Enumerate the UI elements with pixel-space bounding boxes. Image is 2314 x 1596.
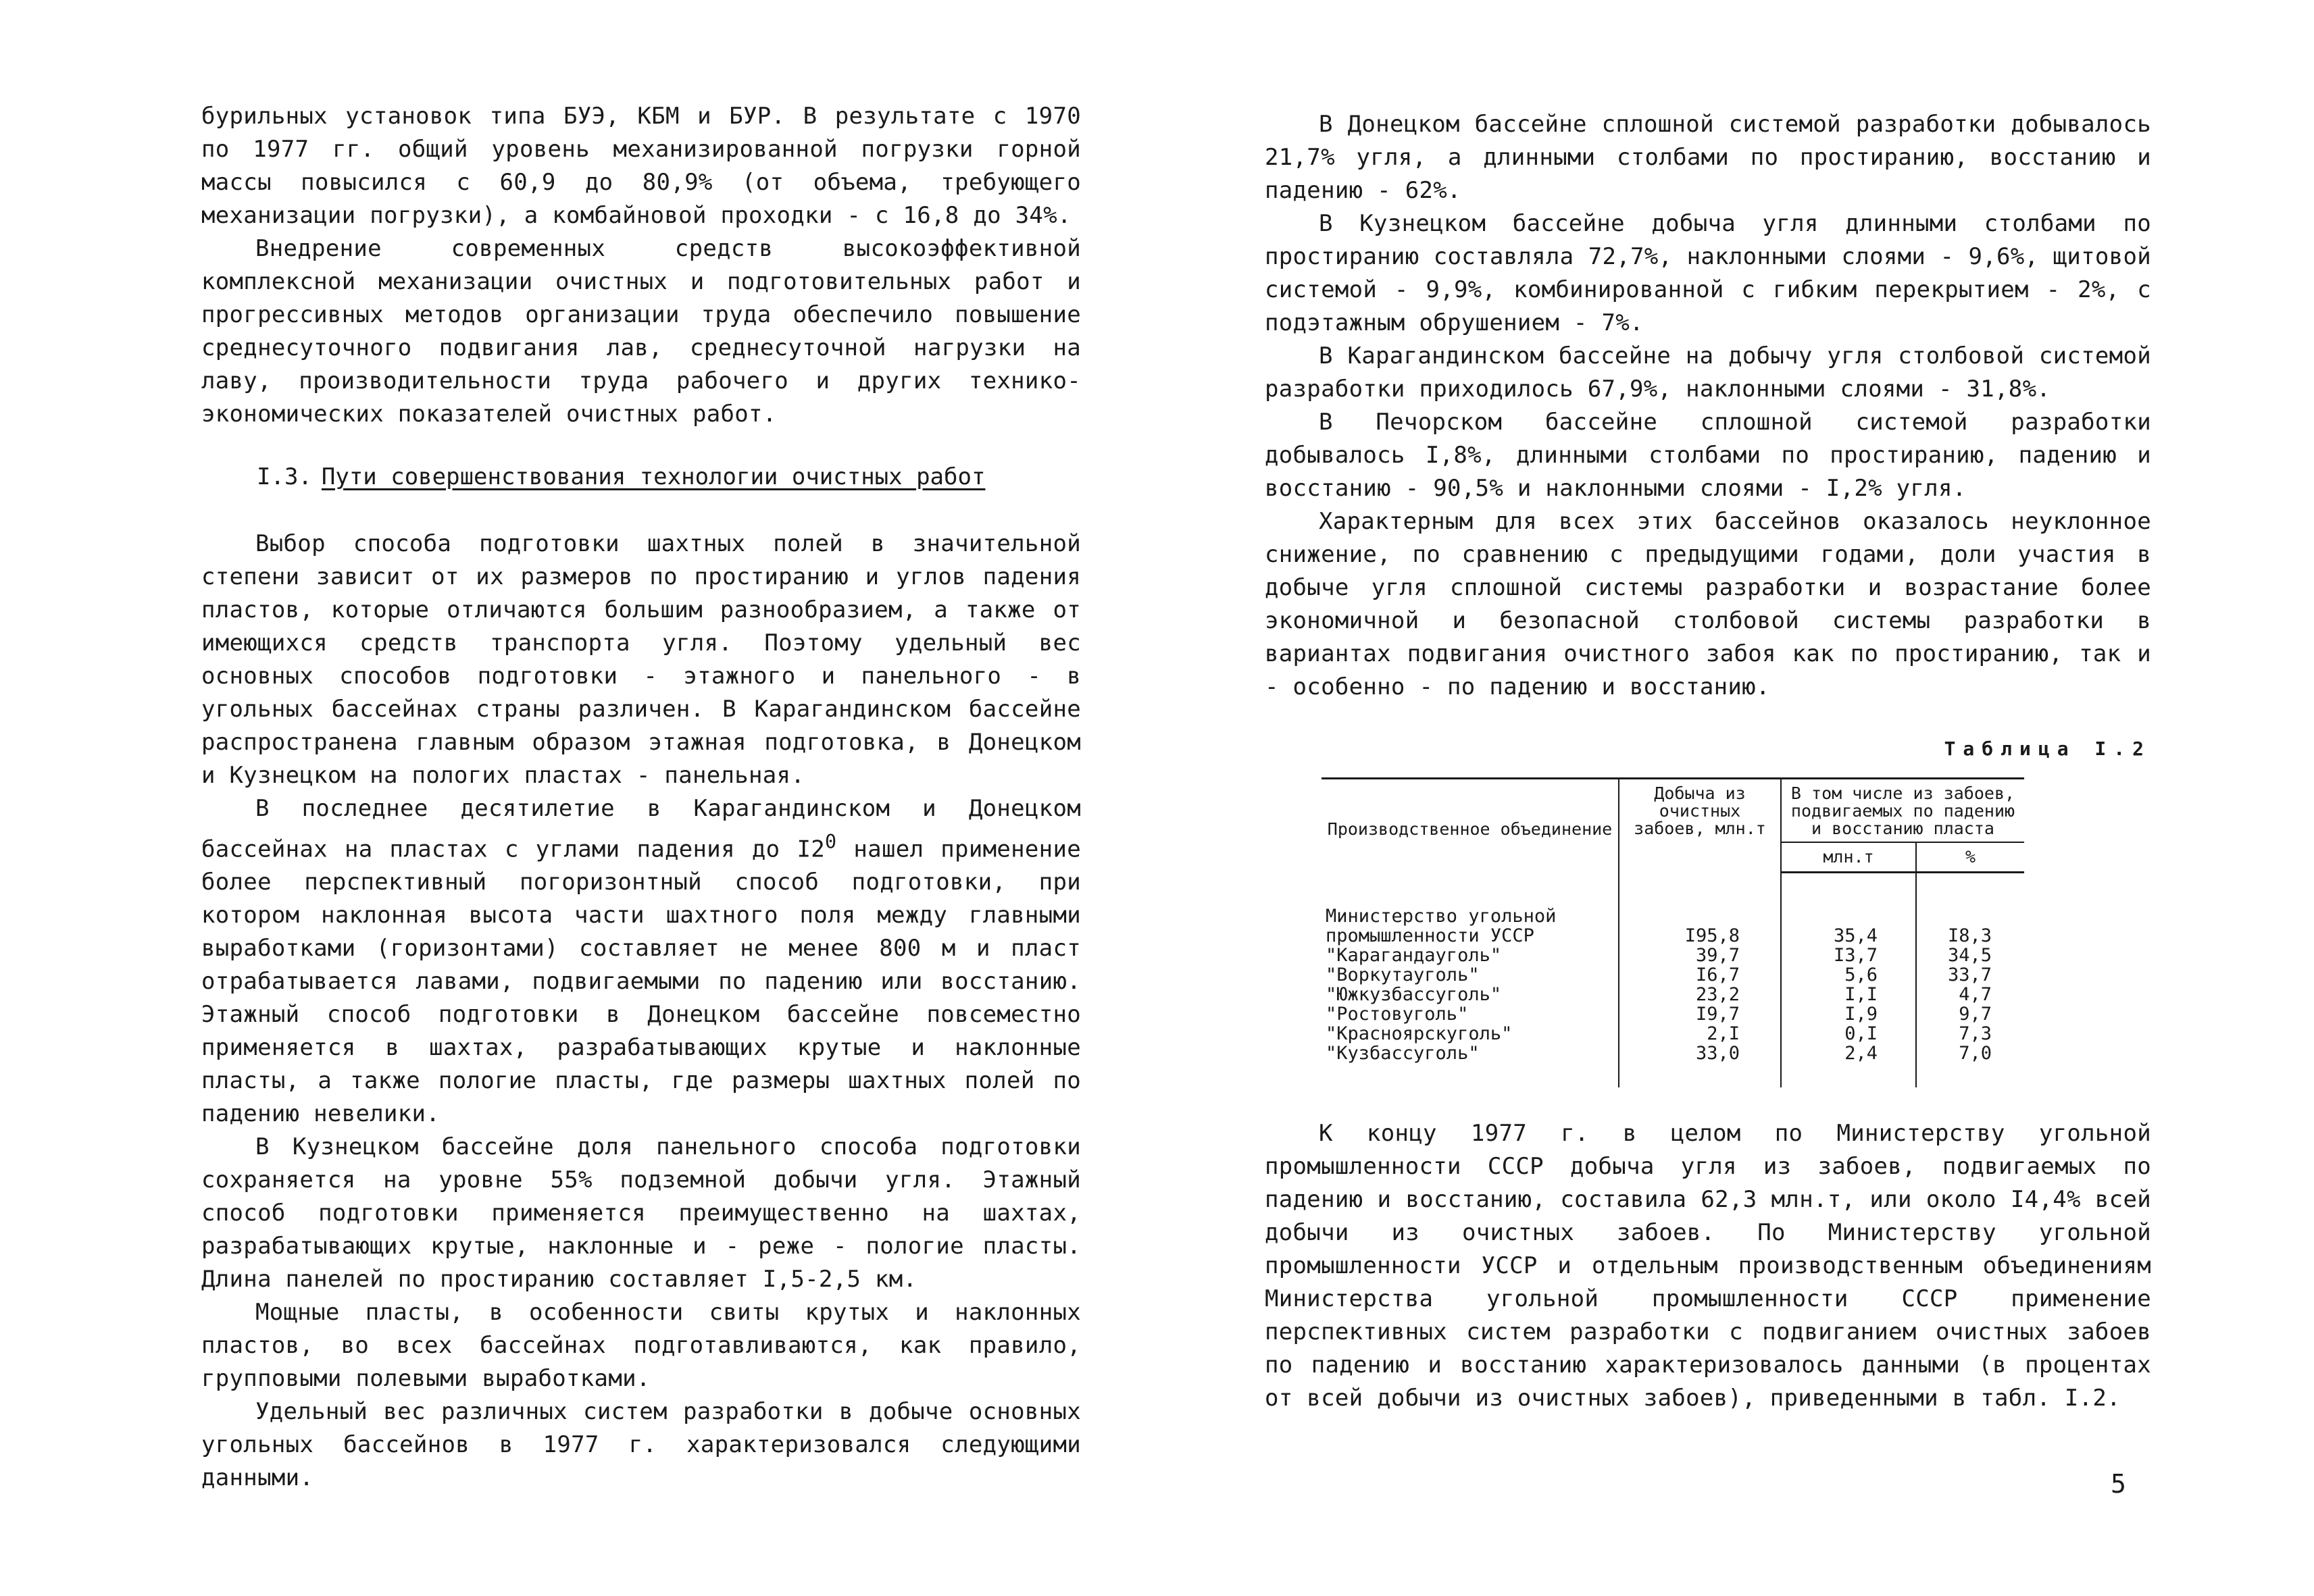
cell-total: 23,2 <box>1619 985 1781 1004</box>
cell-org: "Красноярскуголь" <box>1326 1023 1513 1044</box>
degree-superscript: 0 <box>825 831 837 853</box>
cell-total: I95,8 <box>1619 873 1781 946</box>
page-number: 5 <box>2111 1469 2126 1499</box>
paragraph: Мощные пласты, в особенности свиты крутых и наклонных пластов, во всех бассейнах подготавливаются, как правило, групповыми полевыми выработками. <box>201 1299 1081 1393</box>
paragraph: Удельный вес различных систем разработки в добыче основных угольных бассейнов в 1977 г. характеризовался следующими данными. <box>201 1398 1081 1492</box>
spacer-cell <box>1916 1063 2024 1087</box>
paragraph-text: В последнее десятилетие в Карагандинском и Донецком бассейнах на пластах с углами падения до I2 <box>201 795 1081 863</box>
col-header-pct: % <box>1916 842 2024 873</box>
paragraph: Выбор способа подготовки шахтных полей в значительной степени зависит от их размеров по простиранию и углов падения пластов, которые отличаются большим разнообразием, а также от имеющихся средств транспорта угля. Поэтому удельный вес основных способов подготовки - этажного и панельного - в угольных бассейнах страны различен. В Карагандинском бассейне распространена главным образом этажная подготовка, в Донецком и Кузнецком на пологих пластах - панельная. <box>201 530 1081 789</box>
table-caption: Таблица I.2 <box>1944 738 2151 760</box>
cell-pct: 4,7 <box>1916 985 2024 1004</box>
col-header-included: В том числе из забоев, подвигаемых по падению и восстанию пласта <box>1781 779 2024 843</box>
cell-org: Министерство угольной промышленности УССР <box>1326 905 1557 946</box>
col-header-total: Добыча из очистных забоев, млн.т <box>1619 779 1781 873</box>
paragraph: К концу 1977 г. в целом по Министерству угольной промышленности СССР добыча угля из забоев, подвигаемых по падению и восстанию, составила 62,3 млн.т, или около I4,4% всей добычи из очистных забоев. По Министерству угольной промышленности УССР и отдельным производственным объединениям Министерства угольной промышленности СССР применение перспективных систем разработки с подвиганием очистных забоев по падению и восстанию характеризовалось данными (в процентах от всей добычи из очистных забоев), приведенными в табл. I.2. <box>1265 1119 2151 1412</box>
spacer-cell <box>1322 1063 1619 1087</box>
cell-mln: 2,4 <box>1781 1044 1916 1063</box>
cell-mln: I,I <box>1781 985 1916 1004</box>
table-row <box>1322 1044 2024 1063</box>
right-column <box>1265 108 2151 1415</box>
table-row <box>1322 946 2024 965</box>
col-header-organization: Производственное объединение <box>1322 779 1619 873</box>
paragraph-text: нашел применение более перспективный погоризонтный способ подготовки, при котором наклонная высота части шахтного поля между главными выработками (горизонтами) составляет не менее 800 м и пласт отрабатывается лавами, подвигаемыми по падению или восстанию. Этажный способ подготовки в Донецком бассейне повсеместно применяется в шахтах, разрабатывающих крутые и наклонные пласты, а также пологие пласты, где размеры шахтных полей по падению невелики. <box>201 835 1081 1128</box>
cell-pct: 9,7 <box>1916 1004 2024 1024</box>
paragraph: В Кузнецком бассейне добыча угля длинными столбами по простиранию составляла 72,7%, наклонными слоями - 9,6%, щитовой системой - 9,9%, комбинированной с гибким перекрытием - 2%, с подэтажным обрушением - 7%. <box>1265 210 2151 336</box>
cell-mln: I3,7 <box>1781 946 1916 965</box>
cell-pct: 7,3 <box>1916 1024 2024 1044</box>
paragraph <box>201 792 1081 1131</box>
cell-mln: 35,4 <box>1781 873 1916 946</box>
cell-total: I6,7 <box>1619 965 1781 985</box>
right-page <box>1157 0 2314 1596</box>
table-row <box>1322 1004 2024 1024</box>
cell-pct: 7,0 <box>1916 1044 2024 1063</box>
cell-total: 39,7 <box>1619 946 1781 965</box>
paragraph: Внедрение современных средств высокоэффективной комплексной механизации очистных и подготовительных работ и прогрессивных методов организации труда обеспечило повышение среднесуточного подвигания лав, среднесуточной нагрузки на лаву, производительности труда рабочего и других технико-экономических показателей очистных работ. <box>201 235 1081 428</box>
spacer-cell <box>1619 1063 1781 1087</box>
table-row <box>1322 1024 2024 1044</box>
cell-org: "Карагандауголь" <box>1326 944 1502 966</box>
cell-pct: I8,3 <box>1916 873 2024 946</box>
cell-mln: 5,6 <box>1781 965 1916 985</box>
spacer-cell <box>1781 1063 1916 1087</box>
section-title: Пути совершенствования технологии очистных работ <box>321 463 986 490</box>
cell-total: 33,0 <box>1619 1044 1781 1063</box>
paragraph: В Печорском бассейне сплошной системой разработки добывалось I,8%, длинными столбами по простиранию, падению и восстанию - 90,5% и наклонными слоями - I,2% угля. <box>1265 409 2151 502</box>
cell-pct: 33,7 <box>1916 965 2024 985</box>
cell-total: 2,I <box>1619 1024 1781 1044</box>
table-row <box>1322 965 2024 985</box>
paragraph: В Карагандинском бассейне на добычу угля столбовой системой разработки приходилось 67,9%, наклонными слоями - 31,8%. <box>1265 342 2151 403</box>
section-number: I.3. <box>257 463 312 490</box>
cell-mln: I,9 <box>1781 1004 1916 1024</box>
cell-pct: 34,5 <box>1916 946 2024 965</box>
cell-mln: 0,I <box>1781 1024 1916 1044</box>
col-header-mln: млн.т <box>1781 842 1916 873</box>
cell-total: I9,7 <box>1619 1004 1781 1024</box>
table-row <box>1322 873 2024 946</box>
data-table <box>1322 777 2024 1087</box>
section-heading <box>257 461 1081 494</box>
paragraph: В Донецком бассейне сплошной системой разработки добывалось 21,7% угля, а длинными столбами по простиранию, восстанию и падению - 62%. <box>1265 111 2151 204</box>
paragraph: В Кузнецком бассейне доля панельного способа подготовки сохраняется на уровне 55% подземной добычи угля. Этажный способ подготовки применяется преимущественно на шахтах, разрабатывающих крутые, наклонные и - реже - пологие пласты. Длина панелей по простиранию составляет I,5-2,5 км. <box>201 1133 1081 1293</box>
paragraph: Характерным для всех этих бассейнов оказалось неуклонное снижение, по сравнению с предыдущими годами, доли участия в добыче угля сплошной системы разработки и возрастание более экономичной и безопасной столбовой системы разработки в вариантах подвигания очистного забоя как по простиранию, так и - особенно - по падению и восстанию. <box>1265 508 2151 700</box>
cell-org: "Кузбассуголь" <box>1326 1042 1480 1064</box>
paragraph: бурильных установок типа БУЭ, КБМ и БУР. В результате с 1970 по 1977 гг. общий уровень механизированной погрузки горной массы повысился с 60,9 до 80,9% (от объема, требующего механизации погрузки), а комбайновой проходки - с 16,8 до 34%. <box>201 103 1081 229</box>
cell-org: "Ростовуголь" <box>1326 1003 1469 1025</box>
table-spacer-row <box>1322 1063 2024 1087</box>
cell-org: "Воркутауголь" <box>1326 964 1480 985</box>
left-column <box>201 100 1081 1495</box>
table-row <box>1322 985 2024 1004</box>
cell-org: "Южкузбассуголь" <box>1326 983 1502 1005</box>
